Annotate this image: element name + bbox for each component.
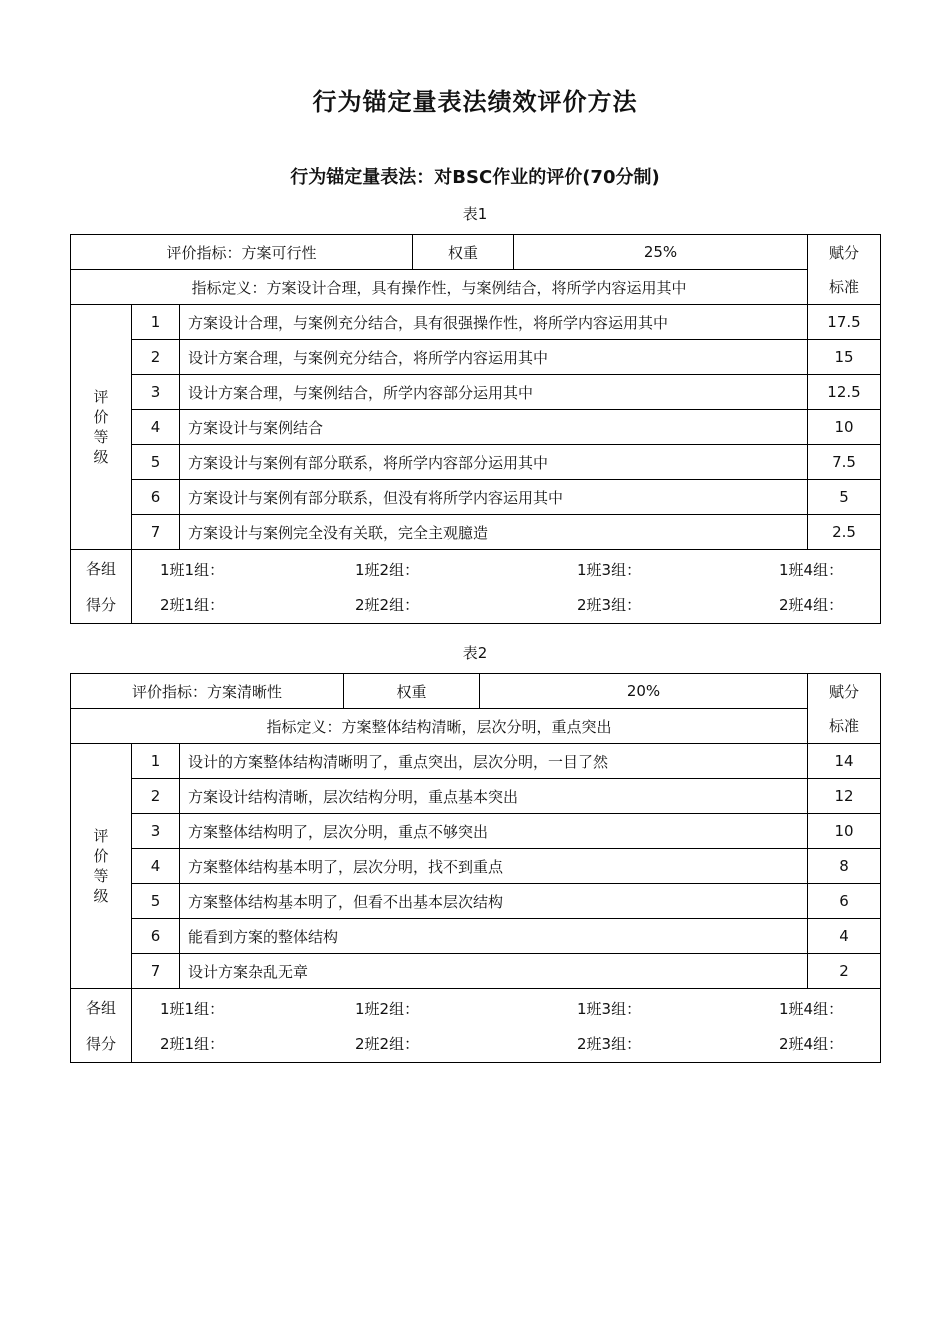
table-row: [71, 375, 881, 410]
grade-description: 设计方案合理，与案例充分结合，将所学内容运用其中: [180, 340, 808, 375]
grade-number: 5: [132, 445, 180, 480]
table-row: [71, 305, 881, 340]
grade-label: 评价等级: [93, 388, 109, 466]
indicator-label: 评价指标：方案可行性: [71, 235, 413, 270]
grade-score: 6: [808, 884, 881, 919]
group-score-field[interactable]: 2班4组：: [779, 595, 844, 614]
group-score-field[interactable]: 1班1组：: [160, 560, 225, 579]
grade-description: 方案设计与案例完全没有关联，完全主观臆造: [180, 515, 808, 550]
group-score-label-line: 各组: [85, 559, 116, 578]
table-caption: 表1: [462, 205, 488, 223]
table-row: [71, 445, 881, 480]
group-score-label-line: 得分: [85, 1034, 116, 1053]
table-row: [71, 779, 881, 814]
table-caption: 表2: [462, 644, 488, 662]
grade-score: 2: [808, 954, 881, 989]
score-header: 赋分: [808, 235, 881, 270]
indicator-label: 评价指标：方案清晰性: [71, 674, 344, 709]
grade-number: 1: [132, 744, 180, 779]
grade-number: 6: [132, 480, 180, 515]
group-score-field[interactable]: 2班1组：: [160, 595, 225, 614]
grade-description: 方案设计与案例结合: [180, 410, 808, 445]
group-score-field[interactable]: 2班4组：: [779, 1034, 844, 1053]
grade-score: 15: [808, 340, 881, 375]
grade-description: 方案设计合理，与案例充分结合，具有很强操作性，将所学内容运用其中: [180, 305, 808, 340]
grade-description: 方案设计与案例有部分联系，但没有将所学内容运用其中: [180, 480, 808, 515]
table-row: [71, 340, 881, 375]
group-score-field[interactable]: 2班3组：: [577, 1034, 642, 1053]
weight-value: 20%: [480, 674, 808, 709]
group-score-field[interactable]: 1班2组：: [355, 999, 420, 1018]
grade-score: 4: [808, 919, 881, 954]
table-row: [71, 884, 881, 919]
group-score-field[interactable]: 1班3组：: [577, 560, 642, 579]
group-score-fields: [132, 550, 881, 624]
group-score-row: [71, 550, 881, 624]
grade-description: 能看到方案的整体结构: [180, 919, 808, 954]
weight-label: 权重: [413, 235, 514, 270]
table-row: [71, 954, 881, 989]
grade-description: 方案设计与案例有部分联系，将所学内容部分运用其中: [180, 445, 808, 480]
indicator-definition: 指标定义：方案整体结构清晰，层次分明，重点突出: [71, 709, 808, 744]
group-score-label-line: 各组: [85, 998, 116, 1017]
grade-number: 4: [132, 410, 180, 445]
grade-description: 设计方案合理，与案例结合，所学内容部分运用其中: [180, 375, 808, 410]
document-title: 行为锚定量表法绩效评价方法: [312, 88, 638, 116]
grade-number: 1: [132, 305, 180, 340]
grade-number: 2: [132, 340, 180, 375]
grade-number: 7: [132, 515, 180, 550]
grade-number: 3: [132, 375, 180, 410]
grade-score: 12: [808, 779, 881, 814]
grade-score: 12.5: [808, 375, 881, 410]
group-score-label-line: 得分: [85, 595, 116, 614]
weight-label: 权重: [344, 674, 480, 709]
evaluation-table: [70, 673, 881, 1063]
grade-number: 6: [132, 919, 180, 954]
group-score-field[interactable]: 1班4组：: [779, 560, 844, 579]
grade-label-cell: [71, 744, 132, 989]
table-row: [71, 480, 881, 515]
grade-number: 4: [132, 849, 180, 884]
group-score-field[interactable]: 1班1组：: [160, 999, 225, 1018]
grade-score: 7.5: [808, 445, 881, 480]
grade-description: 方案整体结构明了，层次分明，重点不够突出: [180, 814, 808, 849]
group-score-label: [71, 550, 132, 624]
grade-description: 方案整体结构基本明了，但看不出基本层次结构: [180, 884, 808, 919]
grade-description: 设计的方案整体结构清晰明了，重点突出，层次分明，一目了然: [180, 744, 808, 779]
grade-score: 14: [808, 744, 881, 779]
grade-label: 评价等级: [93, 827, 109, 905]
grade-number: 2: [132, 779, 180, 814]
table-row: [71, 744, 881, 779]
group-score-field[interactable]: 1班3组：: [577, 999, 642, 1018]
grade-number: 3: [132, 814, 180, 849]
grade-score: 8: [808, 849, 881, 884]
grade-score: 2.5: [808, 515, 881, 550]
grade-description: 方案整体结构基本明了，层次分明，找不到重点: [180, 849, 808, 884]
grade-description: 方案设计结构清晰，层次结构分明，重点基本突出: [180, 779, 808, 814]
group-score-row: [71, 989, 881, 1063]
grade-number: 7: [132, 954, 180, 989]
group-score-field[interactable]: 1班4组：: [779, 999, 844, 1018]
table-row: [71, 814, 881, 849]
grade-score: 10: [808, 814, 881, 849]
group-score-field[interactable]: 2班2组：: [355, 1034, 420, 1053]
group-score-field[interactable]: 2班1组：: [160, 1034, 225, 1053]
indicator-definition: 指标定义：方案设计合理，具有操作性，与案例结合，将所学内容运用其中: [71, 270, 808, 305]
group-score-field[interactable]: 2班2组：: [355, 595, 420, 614]
group-score-field[interactable]: 2班3组：: [577, 595, 642, 614]
table-row: [71, 410, 881, 445]
table-row: [71, 919, 881, 954]
grade-number: 5: [132, 884, 180, 919]
evaluation-table: [70, 234, 881, 624]
grade-description: 设计方案杂乱无章: [180, 954, 808, 989]
document-subtitle: 行为锚定量表法：对BSC作业的评价(70分制): [290, 167, 660, 188]
table-row: [71, 849, 881, 884]
grade-label-cell: [71, 305, 132, 550]
group-score-fields: [132, 989, 881, 1063]
score-header: 标准: [808, 270, 881, 305]
weight-value: 25%: [514, 235, 808, 270]
grade-score: 17.5: [808, 305, 881, 340]
score-header: 标准: [808, 709, 881, 744]
grade-score: 5: [808, 480, 881, 515]
score-header: 赋分: [808, 674, 881, 709]
grade-score: 10: [808, 410, 881, 445]
table-row: [71, 515, 881, 550]
group-score-field[interactable]: 1班2组：: [355, 560, 420, 579]
group-score-label: [71, 989, 132, 1063]
